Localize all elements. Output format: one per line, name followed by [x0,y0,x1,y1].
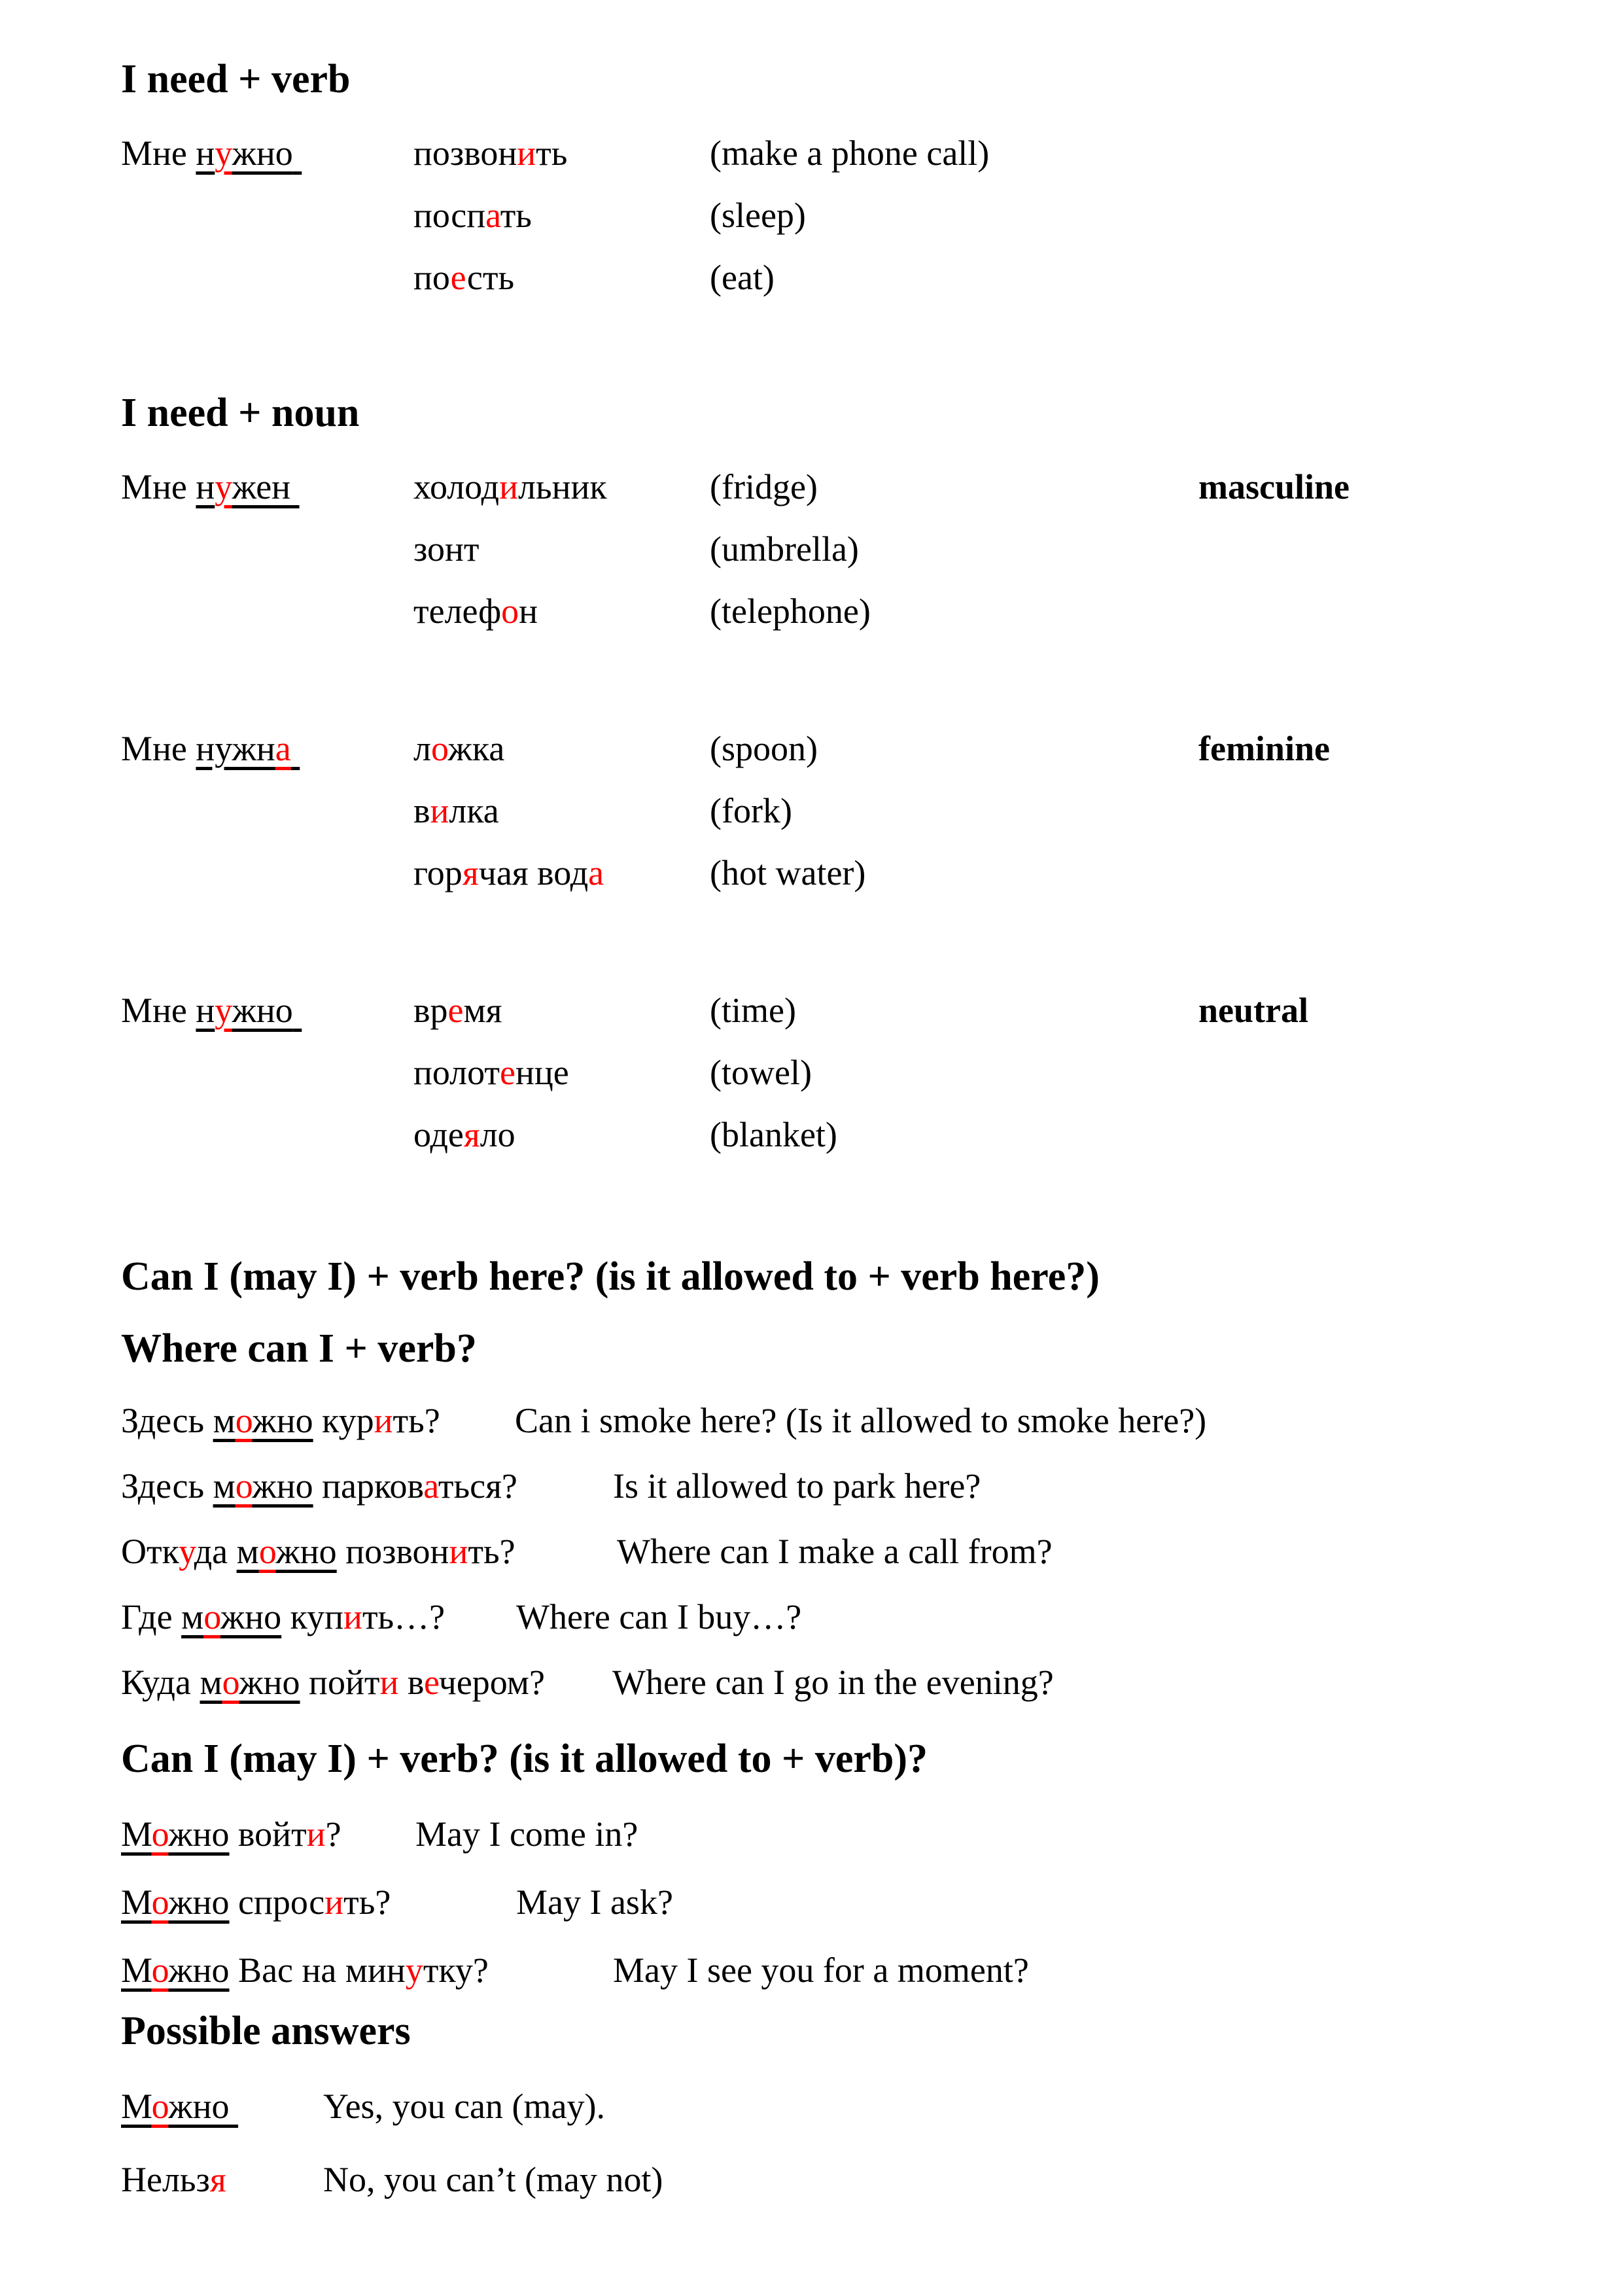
text-segment: л [413,729,431,768]
stressed-letter: о [235,1401,253,1440]
text-segment: Can I (may I) + verb? (is it allowed to + verb)? [121,1737,928,1781]
text-segment: м [181,1597,204,1636]
text-segment: лка [449,791,499,830]
english-translation [613,1468,981,1504]
russian-word [413,135,567,171]
text-segment: н [196,991,215,1030]
stressed-letter: о [235,1466,253,1506]
stressed-letter: е [424,1663,439,1702]
heading-can-i-verb-here [121,1256,1100,1297]
text-segment: Мне [121,133,196,173]
text-segment: нце [515,1053,569,1092]
text-segment: (fridge) [710,467,818,506]
text-segment: жно [232,133,293,173]
stressed-letter: у [215,991,232,1030]
text-segment: May I see you for a moment? [613,1951,1029,1990]
heading-where-can-i-verb [121,1328,477,1369]
text-segment: Где [121,1597,182,1636]
stressed-letter: а [588,853,604,892]
russian-phrase [121,993,302,1028]
text-segment: жно [168,2087,230,2126]
text-segment: зонт [413,529,480,569]
english-translation [710,793,792,828]
text-segment: М [121,1951,152,1990]
text-segment: сть [466,258,515,297]
text-segment: телеф [413,592,502,631]
text-segment: Possible answers [121,2009,411,2053]
text-segment: позвон [413,133,517,173]
text-segment: ть? [393,1401,440,1440]
stressed-letter: а [485,196,500,235]
stressed-letter: я [209,2160,226,2199]
text-segment: Вас на мин [229,1951,406,1990]
english-translation [710,1055,812,1090]
text-segment: Can i smoke here? (Is it allowed to smoke here?) [515,1401,1207,1440]
stressed-letter: у [179,1532,194,1571]
stressed-letter: и [374,1401,393,1440]
english-translation [710,531,859,567]
russian-sentence [121,1534,515,1569]
gender-label [1198,993,1308,1028]
text-segment: Yes, you can (may). [323,2087,605,2126]
text-segment: ть? [468,1532,515,1571]
text-segment: М [121,1882,152,1922]
text-segment: жен [232,467,291,506]
russian-phrase [121,135,302,171]
text-segment: (make a phone call) [710,133,990,173]
stressed-letter: у [215,133,232,173]
text-segment: н [196,133,215,173]
english-translation [415,1816,638,1852]
text-segment: ть? [343,1882,391,1922]
text-segment: вр [413,991,448,1030]
english-translation [515,1403,1206,1438]
english-translation [516,1599,801,1634]
text-segment: жно [252,1466,313,1506]
stressed-letter: о [430,729,448,768]
text-segment: жно [252,1401,313,1440]
text-segment: (fork) [710,791,792,830]
text-segment: жно [275,1532,337,1571]
text-segment: жка [447,729,505,768]
text-segment: Where can I go in the evening? [612,1663,1054,1702]
stressed-letter: о [258,1532,276,1571]
text-segment: полот [413,1053,500,1092]
stressed-letter: е [447,991,464,1030]
text-segment: Where can I buy…? [516,1597,802,1636]
stressed-letter: е [450,258,467,297]
stressed-letter: а [423,1466,438,1506]
russian-answer [121,2089,238,2124]
stressed-letter: о [151,1951,169,1990]
text-segment: I need + noun [121,391,360,435]
gender-label [1198,731,1330,766]
text-segment: позвон [336,1532,449,1571]
stressed-letter: и [379,1663,399,1702]
stressed-letter: и [343,1597,362,1636]
text-segment: Мне [121,467,196,506]
english-translation [710,855,865,891]
text-segment: М [121,1814,152,1854]
text-segment: (umbrella) [710,529,859,569]
text-segment: ? [325,1814,341,1854]
text-segment: ть [536,133,568,173]
stressed-letter: и [324,1882,344,1922]
russian-word [413,855,604,891]
stressed-letter: о [203,1597,220,1636]
text-segment: Is it allowed to park here? [613,1466,981,1506]
stressed-letter: и [449,1532,468,1571]
text-segment: м [236,1532,259,1571]
stressed-letter: и [430,791,449,830]
text-segment: No, you can’t (may not) [323,2160,663,2199]
text-segment: ться? [438,1466,517,1506]
english-translation [710,135,989,171]
russian-sentence [121,1599,445,1634]
heading-possible-answers [121,2011,411,2051]
text-segment: М [121,2087,152,2126]
russian-word [413,260,514,295]
english-translation [613,1952,1029,1988]
text-segment: мя [463,991,502,1030]
english-translation [710,198,806,233]
russian-sentence [121,1816,341,1852]
text-segment: neutral [1198,991,1308,1030]
stressed-letter: у [215,467,232,506]
text-segment: войт [229,1814,307,1854]
russian-sentence [121,1468,517,1504]
stressed-letter: о [222,1663,239,1702]
text-segment: м [213,1401,236,1440]
russian-phrase [121,731,300,766]
stressed-letter: а [275,729,291,768]
english-translation [516,1884,673,1920]
russian-sentence [121,1884,391,1920]
russian-word [413,1117,515,1152]
text-segment: гор [413,853,462,892]
russian-word [413,198,532,233]
text-segment: тку? [423,1951,489,1990]
russian-word [413,993,502,1028]
english-translation [612,1665,1054,1700]
stressed-letter: е [500,1053,515,1092]
russian-answer [121,2162,226,2197]
text-segment: м [213,1466,236,1506]
english-translation [710,993,796,1028]
russian-word [413,1055,569,1090]
text-segment: (blanket) [710,1115,837,1154]
text-segment [230,2087,239,2126]
russian-word [413,793,499,828]
stressed-letter: о [151,1882,169,1922]
text-segment: парков [313,1466,424,1506]
text-segment: н [519,592,538,631]
text-segment: да [194,1532,237,1571]
text-segment: I need + verb [121,57,351,101]
text-segment: в [413,791,430,830]
english-translation [323,2162,663,2197]
text-segment: Здесь [121,1466,213,1506]
text-segment: ть [500,196,532,235]
text-segment: Мне [121,729,196,768]
stressed-letter: о [501,592,519,631]
russian-phrase [121,469,300,504]
text-segment: Отк [121,1532,179,1571]
text-segment [293,133,302,173]
text-segment: кур [313,1401,374,1440]
text-segment: (spoon) [710,729,818,768]
english-translation [710,469,818,504]
english-translation [710,260,775,295]
text-segment [291,729,300,768]
text-segment: льник [518,467,607,506]
text-segment: м [200,1663,222,1702]
text-segment: feminine [1198,729,1330,768]
gender-label [1198,469,1350,504]
heading-i-need-noun [121,393,359,433]
russian-word [413,593,538,629]
english-translation [617,1534,1053,1569]
english-translation [710,1117,837,1152]
text-segment: жно [168,1882,230,1922]
heading-i-need-verb [121,59,350,99]
text-segment: чая вод [478,853,589,892]
text-segment: (telephone) [710,592,871,631]
text-segment: холод [413,467,500,506]
stressed-letter: я [463,1115,480,1154]
text-segment: ло [480,1115,515,1154]
text-segment: пойт [300,1663,380,1702]
text-segment: чером? [438,1663,545,1702]
stressed-letter: и [517,133,536,173]
text-segment: Нельз [121,2160,210,2199]
text-segment: Мне [121,991,196,1030]
text-segment: жно [220,1597,282,1636]
russian-sentence [121,1665,545,1700]
text-segment: (hot water) [710,853,866,892]
text-segment: Where can I make a call from? [617,1532,1053,1571]
text-segment: (towel) [710,1053,812,1092]
stressed-letter: я [462,853,479,892]
text-segment: нужн [196,729,275,768]
text-segment: жно [232,991,293,1030]
russian-word [413,469,607,504]
text-segment: куп [281,1597,344,1636]
english-translation [323,2089,605,2124]
text-segment: (eat) [710,258,775,297]
text-segment: жно [239,1663,300,1702]
text-segment: посп [413,196,486,235]
stressed-letter: о [151,1814,169,1854]
stressed-letter: о [151,2087,169,2126]
english-translation [710,593,871,629]
text-segment: ть…? [362,1597,445,1636]
stressed-letter: у [405,1951,423,1990]
text-segment [290,467,300,506]
text-segment: в [398,1663,425,1702]
russian-sentence [121,1952,489,1988]
text-segment: May I ask? [516,1882,673,1922]
text-segment: Where can I + verb? [121,1326,477,1371]
text-segment: жно [168,1951,230,1990]
russian-sentence [121,1403,440,1438]
russian-word [413,731,504,766]
text-segment: Куда [121,1663,200,1702]
heading-can-i-verb [121,1739,928,1779]
text-segment: (time) [710,991,796,1030]
text-segment: Can I (may I) + verb here? (is it allowed to + verb here?) [121,1254,1100,1299]
text-segment: (sleep) [710,196,806,235]
text-segment: по [413,258,451,297]
russian-word [413,531,480,567]
text-segment: н [196,467,215,506]
text-segment: оде [413,1115,464,1154]
stressed-letter: и [499,467,519,506]
text-segment [293,991,302,1030]
english-translation [710,731,818,766]
stressed-letter: и [306,1814,326,1854]
text-segment: May I come in? [415,1814,638,1854]
text-segment: спрос [229,1882,325,1922]
text-segment: masculine [1198,467,1350,506]
text-segment: жно [168,1814,230,1854]
text-segment: Здесь [121,1401,213,1440]
